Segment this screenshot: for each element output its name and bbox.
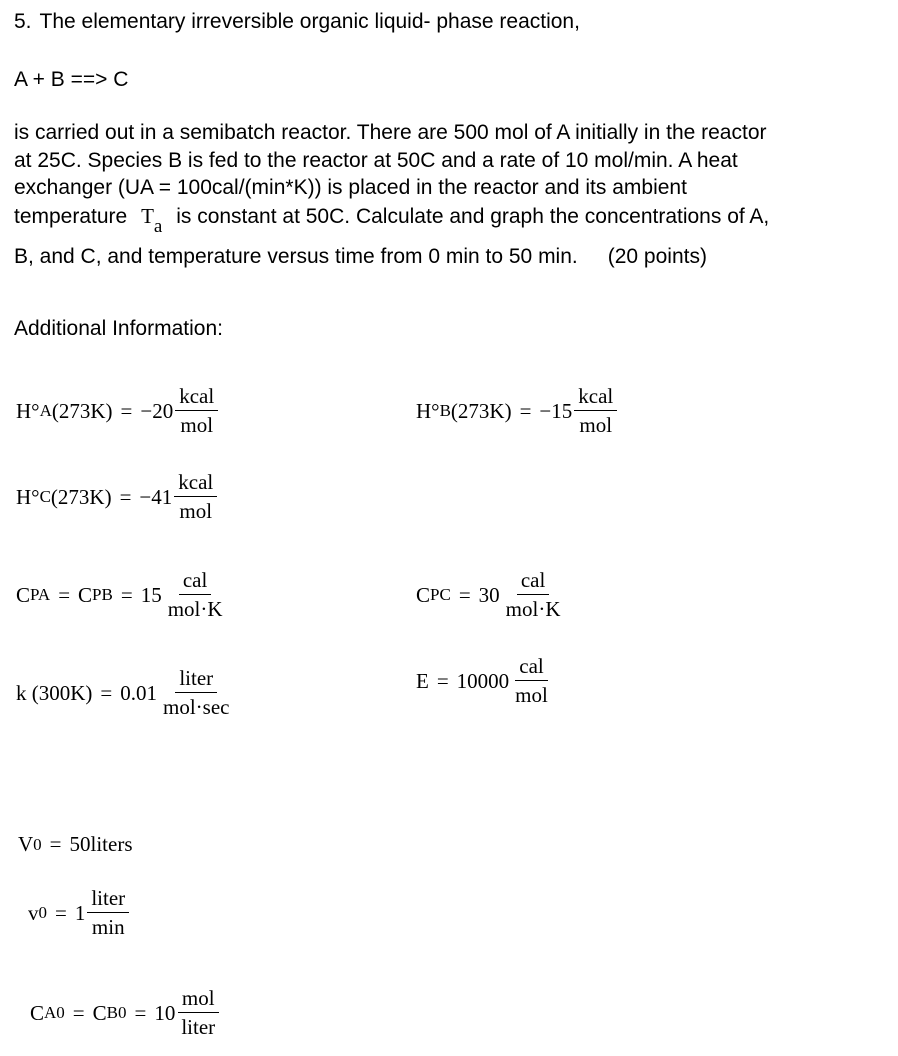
feed-rate-equation: v 0 = 1 $\frac{\text{liter}}{\min}$ <box>28 888 129 938</box>
reaction-equation: A + B ==> C <box>14 68 129 91</box>
problem-intro: The elementary irreversible organic liquid- phase reaction, <box>39 10 580 33</box>
enthalpy-b-equation: H° B (273K) = −15 $\frac{\text{kcal}}{\text{mol}}$ <box>416 386 617 436</box>
problem-line-4 <box>14 204 769 238</box>
initial-concentration-equation: C A0 = C B0 = 10 $\frac{\text{mol}}{\text{liter}}$ <box>30 988 219 1038</box>
points-label: (20 points) <box>607 245 707 268</box>
initial-volume-equation: V 0 = 50liters <box>18 832 133 856</box>
problem-line-3: exchanger (UA = 100cal/(min*K)) is placed in the reactor and its ambient <box>14 176 687 199</box>
problem-line-1: is carried out in a semibatch reactor. There are 500 mol of A initially in the reactor <box>14 121 767 144</box>
problem-line-5-text: B, and C, and temperature versus time from 0 min to 50 min. <box>14 245 578 268</box>
enthalpy-c-equation: H° C (273K) = −41 $\frac{\text{kcal}}{\text{mol}}$ <box>16 472 217 522</box>
problem-number: 5. <box>14 10 32 33</box>
problem-intro-line <box>14 10 580 34</box>
enthalpy-a-equation: H° A (273K) = −20 $\frac{\text{kcal}}{\text{mol}}$ <box>16 386 218 436</box>
heat-capacity-c-equation: C PC = 30 $\frac{\text{cal}}{\text{mol·K}}$ <box>416 568 561 621</box>
problem-line-2: at 25C. Species B is fed to the reactor at 50C and a rate of 10 mol/min. A heat <box>14 149 738 172</box>
activation-energy-equation: E = 10000 $\frac{\text{cal}}{\text{mol}}$ <box>416 654 548 707</box>
ambient-temp-symbol: $T_a$ <box>141 204 163 237</box>
problem-line-5 <box>14 245 707 269</box>
problem-line-4-end: is constant at 50C. Calculate and graph the concentrations of A, <box>176 205 770 228</box>
heat-capacity-ab-equation: C PA = C PB = 15 $\frac{\text{cal}}{\text{mol·K}}$ <box>16 568 223 621</box>
rate-constant-equation: k (300K) = 0.01 $\frac{\text{liter}}{\text{mol·sec}}$ <box>16 666 230 719</box>
additional-info-heading: Additional Information: <box>14 317 223 340</box>
problem-line-4-start: temperature <box>14 205 128 228</box>
